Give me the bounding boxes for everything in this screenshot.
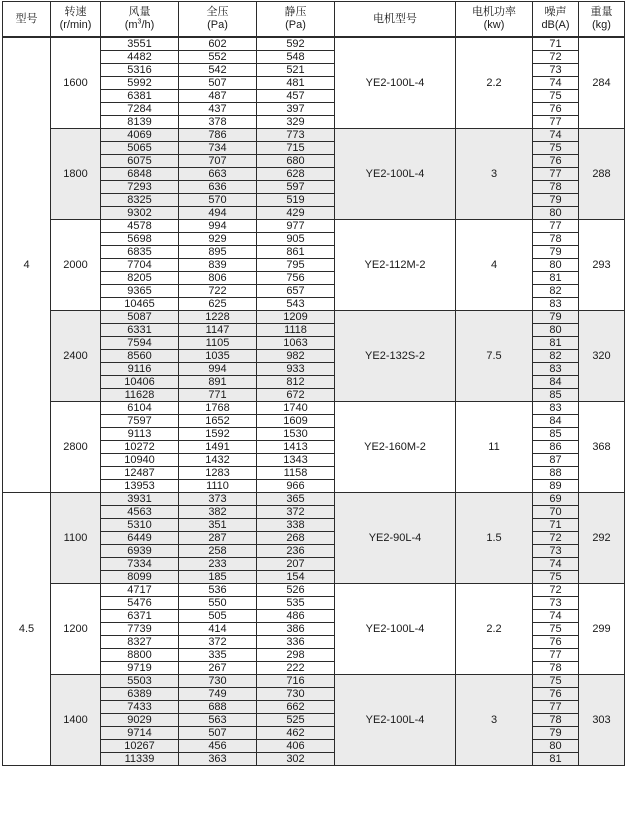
static-pressure-cell: 716 bbox=[257, 675, 335, 688]
flow-cell: 8099 bbox=[101, 571, 179, 584]
table-row bbox=[3, 220, 625, 233]
noise-cell: 75 bbox=[533, 675, 579, 688]
static-pressure-cell: 457 bbox=[257, 90, 335, 103]
speed-cell: 2400 bbox=[51, 311, 101, 402]
flow-cell: 5992 bbox=[101, 77, 179, 90]
flow-cell: 7433 bbox=[101, 701, 179, 714]
total-pressure-cell: 335 bbox=[179, 649, 257, 662]
static-pressure-cell: 365 bbox=[257, 493, 335, 506]
total-pressure-cell: 722 bbox=[179, 285, 257, 298]
static-pressure-cell: 386 bbox=[257, 623, 335, 636]
static-pressure-cell: 222 bbox=[257, 662, 335, 675]
weight-cell: 284 bbox=[579, 37, 625, 129]
table-row bbox=[3, 402, 625, 415]
static-pressure-cell: 519 bbox=[257, 194, 335, 207]
noise-cell: 87 bbox=[533, 454, 579, 467]
noise-cell: 74 bbox=[533, 558, 579, 571]
total-pressure-cell: 707 bbox=[179, 155, 257, 168]
noise-cell: 76 bbox=[533, 636, 579, 649]
static-pressure-cell: 715 bbox=[257, 142, 335, 155]
static-pressure-cell: 1063 bbox=[257, 337, 335, 350]
noise-cell: 81 bbox=[533, 753, 579, 766]
flow-cell: 6104 bbox=[101, 402, 179, 415]
total-pressure-cell: 625 bbox=[179, 298, 257, 311]
fan-performance-table bbox=[2, 1, 625, 766]
total-pressure-cell: 372 bbox=[179, 636, 257, 649]
static-pressure-cell: 1209 bbox=[257, 311, 335, 324]
weight-cell: 292 bbox=[579, 493, 625, 584]
spec-table-container bbox=[2, 1, 624, 766]
static-pressure-cell: 268 bbox=[257, 532, 335, 545]
motor-power-cell: 3 bbox=[456, 129, 533, 220]
flow-cell: 6939 bbox=[101, 545, 179, 558]
static-pressure-cell: 657 bbox=[257, 285, 335, 298]
flow-cell: 7594 bbox=[101, 337, 179, 350]
noise-cell: 81 bbox=[533, 272, 579, 285]
speed-cell: 1800 bbox=[51, 129, 101, 220]
total-pressure-cell: 734 bbox=[179, 142, 257, 155]
total-pressure-cell: 1228 bbox=[179, 311, 257, 324]
static-pressure-cell: 154 bbox=[257, 571, 335, 584]
flow-cell: 7284 bbox=[101, 103, 179, 116]
noise-cell: 79 bbox=[533, 194, 579, 207]
weight-cell: 303 bbox=[579, 675, 625, 766]
flow-cell: 9116 bbox=[101, 363, 179, 376]
flow-cell: 9302 bbox=[101, 207, 179, 220]
static-pressure-cell: 429 bbox=[257, 207, 335, 220]
flow-cell: 7739 bbox=[101, 623, 179, 636]
noise-cell: 80 bbox=[533, 259, 579, 272]
total-pressure-cell: 663 bbox=[179, 168, 257, 181]
flow-cell: 10465 bbox=[101, 298, 179, 311]
noise-cell: 77 bbox=[533, 649, 579, 662]
noise-cell: 74 bbox=[533, 129, 579, 142]
static-pressure-cell: 298 bbox=[257, 649, 335, 662]
noise-cell: 83 bbox=[533, 363, 579, 376]
model-cell: 4.5 bbox=[3, 493, 51, 766]
flow-cell: 10940 bbox=[101, 454, 179, 467]
motor-model-cell: YE2-100L-4 bbox=[335, 584, 456, 675]
motor-model-cell: YE2-90L-4 bbox=[335, 493, 456, 584]
total-pressure-cell: 363 bbox=[179, 753, 257, 766]
noise-cell: 79 bbox=[533, 311, 579, 324]
flow-cell: 10267 bbox=[101, 740, 179, 753]
header-flow: 风量 $(m^3/h)$ bbox=[101, 2, 179, 38]
total-pressure-cell: 563 bbox=[179, 714, 257, 727]
table-row bbox=[3, 584, 625, 597]
flow-cell: 4563 bbox=[101, 506, 179, 519]
table-body bbox=[3, 37, 625, 766]
noise-cell: 89 bbox=[533, 480, 579, 493]
total-pressure-cell: 570 bbox=[179, 194, 257, 207]
flow-cell: 9113 bbox=[101, 428, 179, 441]
static-pressure-cell: 372 bbox=[257, 506, 335, 519]
total-pressure-cell: 602 bbox=[179, 37, 257, 51]
weight-cell: 368 bbox=[579, 402, 625, 493]
motor-model-cell: YE2-132S-2 bbox=[335, 311, 456, 402]
total-pressure-cell: 552 bbox=[179, 51, 257, 64]
static-pressure-cell: 730 bbox=[257, 688, 335, 701]
static-pressure-cell: 597 bbox=[257, 181, 335, 194]
noise-cell: 75 bbox=[533, 571, 579, 584]
flow-cell: 5698 bbox=[101, 233, 179, 246]
total-pressure-cell: 929 bbox=[179, 233, 257, 246]
noise-cell: 82 bbox=[533, 285, 579, 298]
motor-model-cell: YE2-112M-2 bbox=[335, 220, 456, 311]
static-pressure-cell: 1343 bbox=[257, 454, 335, 467]
static-pressure-cell: 236 bbox=[257, 545, 335, 558]
flow-cell: 11339 bbox=[101, 753, 179, 766]
total-pressure-cell: 1035 bbox=[179, 350, 257, 363]
noise-cell: 82 bbox=[533, 350, 579, 363]
flow-cell: 8560 bbox=[101, 350, 179, 363]
static-pressure-cell: 966 bbox=[257, 480, 335, 493]
static-pressure-cell: 1530 bbox=[257, 428, 335, 441]
static-pressure-cell: 338 bbox=[257, 519, 335, 532]
flow-cell: 4069 bbox=[101, 129, 179, 142]
noise-cell: 79 bbox=[533, 727, 579, 740]
static-pressure-cell: 628 bbox=[257, 168, 335, 181]
total-pressure-cell: 258 bbox=[179, 545, 257, 558]
static-pressure-cell: 1118 bbox=[257, 324, 335, 337]
noise-cell: 78 bbox=[533, 662, 579, 675]
noise-cell: 72 bbox=[533, 532, 579, 545]
table-row bbox=[3, 129, 625, 142]
total-pressure-cell: 185 bbox=[179, 571, 257, 584]
total-pressure-cell: 494 bbox=[179, 207, 257, 220]
noise-cell: 81 bbox=[533, 337, 579, 350]
flow-cell: 7293 bbox=[101, 181, 179, 194]
flow-cell: 6381 bbox=[101, 90, 179, 103]
static-pressure-cell: 543 bbox=[257, 298, 335, 311]
motor-model-cell: YE2-100L-4 bbox=[335, 37, 456, 129]
total-pressure-cell: 507 bbox=[179, 77, 257, 90]
flow-cell: 3931 bbox=[101, 493, 179, 506]
total-pressure-cell: 233 bbox=[179, 558, 257, 571]
total-pressure-cell: 1652 bbox=[179, 415, 257, 428]
flow-cell: 6389 bbox=[101, 688, 179, 701]
static-pressure-cell: 861 bbox=[257, 246, 335, 259]
noise-cell: 74 bbox=[533, 77, 579, 90]
static-pressure-cell: 207 bbox=[257, 558, 335, 571]
noise-cell: 85 bbox=[533, 389, 579, 402]
total-pressure-cell: 542 bbox=[179, 64, 257, 77]
static-pressure-cell: 481 bbox=[257, 77, 335, 90]
total-pressure-cell: 730 bbox=[179, 675, 257, 688]
total-pressure-cell: 806 bbox=[179, 272, 257, 285]
noise-cell: 83 bbox=[533, 402, 579, 415]
static-pressure-cell: 1158 bbox=[257, 467, 335, 480]
header-motor-model: 电机型号 bbox=[335, 2, 456, 38]
flow-cell: 7597 bbox=[101, 415, 179, 428]
flow-cell: 4482 bbox=[101, 51, 179, 64]
motor-model-cell: YE2-160M-2 bbox=[335, 402, 456, 493]
noise-cell: 78 bbox=[533, 233, 579, 246]
speed-cell: 2800 bbox=[51, 402, 101, 493]
speed-cell: 1100 bbox=[51, 493, 101, 584]
total-pressure-cell: 771 bbox=[179, 389, 257, 402]
noise-cell: 78 bbox=[533, 181, 579, 194]
noise-cell: 73 bbox=[533, 597, 579, 610]
header-motor-power: 电机功率 (kw) bbox=[456, 2, 533, 38]
total-pressure-cell: 895 bbox=[179, 246, 257, 259]
flow-cell: 11628 bbox=[101, 389, 179, 402]
noise-cell: 73 bbox=[533, 64, 579, 77]
noise-cell: 75 bbox=[533, 90, 579, 103]
noise-cell: 77 bbox=[533, 168, 579, 181]
static-pressure-cell: 812 bbox=[257, 376, 335, 389]
noise-cell: 75 bbox=[533, 623, 579, 636]
total-pressure-cell: 1283 bbox=[179, 467, 257, 480]
table-row bbox=[3, 493, 625, 506]
total-pressure-cell: 1110 bbox=[179, 480, 257, 493]
total-pressure-cell: 456 bbox=[179, 740, 257, 753]
static-pressure-cell: 905 bbox=[257, 233, 335, 246]
noise-cell: 77 bbox=[533, 220, 579, 233]
weight-cell: 293 bbox=[579, 220, 625, 311]
flow-cell: 5310 bbox=[101, 519, 179, 532]
speed-cell: 1400 bbox=[51, 675, 101, 766]
flow-cell: 6075 bbox=[101, 155, 179, 168]
flow-cell: 8325 bbox=[101, 194, 179, 207]
noise-cell: 86 bbox=[533, 441, 579, 454]
total-pressure-cell: 414 bbox=[179, 623, 257, 636]
total-pressure-cell: 378 bbox=[179, 116, 257, 129]
flow-cell: 4717 bbox=[101, 584, 179, 597]
total-pressure-cell: 994 bbox=[179, 220, 257, 233]
noise-cell: 72 bbox=[533, 51, 579, 64]
total-pressure-cell: 891 bbox=[179, 376, 257, 389]
static-pressure-cell: 680 bbox=[257, 155, 335, 168]
static-pressure-cell: 756 bbox=[257, 272, 335, 285]
motor-power-cell: 11 bbox=[456, 402, 533, 493]
static-pressure-cell: 795 bbox=[257, 259, 335, 272]
motor-power-cell: 2.2 bbox=[456, 37, 533, 129]
total-pressure-cell: 749 bbox=[179, 688, 257, 701]
header-model: 型号 bbox=[3, 2, 51, 38]
noise-cell: 88 bbox=[533, 467, 579, 480]
total-pressure-cell: 487 bbox=[179, 90, 257, 103]
flow-cell: 5476 bbox=[101, 597, 179, 610]
flow-cell: 3551 bbox=[101, 37, 179, 51]
header-speed: 转速 (r/min) bbox=[51, 2, 101, 38]
flow-cell: 9029 bbox=[101, 714, 179, 727]
flow-cell: 8139 bbox=[101, 116, 179, 129]
noise-cell: 74 bbox=[533, 610, 579, 623]
static-pressure-cell: 1609 bbox=[257, 415, 335, 428]
noise-cell: 80 bbox=[533, 740, 579, 753]
flow-cell: 4578 bbox=[101, 220, 179, 233]
static-pressure-cell: 672 bbox=[257, 389, 335, 402]
total-pressure-cell: 351 bbox=[179, 519, 257, 532]
flow-cell: 9714 bbox=[101, 727, 179, 740]
static-pressure-cell: 526 bbox=[257, 584, 335, 597]
noise-cell: 77 bbox=[533, 701, 579, 714]
total-pressure-cell: 1592 bbox=[179, 428, 257, 441]
static-pressure-cell: 336 bbox=[257, 636, 335, 649]
noise-cell: 69 bbox=[533, 493, 579, 506]
flow-cell: 6331 bbox=[101, 324, 179, 337]
weight-cell: 320 bbox=[579, 311, 625, 402]
flow-cell: 6835 bbox=[101, 246, 179, 259]
total-pressure-cell: 373 bbox=[179, 493, 257, 506]
motor-power-cell: 1.5 bbox=[456, 493, 533, 584]
motor-power-cell: 3 bbox=[456, 675, 533, 766]
flow-cell: 13953 bbox=[101, 480, 179, 493]
total-pressure-cell: 994 bbox=[179, 363, 257, 376]
flow-cell: 8800 bbox=[101, 649, 179, 662]
static-pressure-cell: 329 bbox=[257, 116, 335, 129]
total-pressure-cell: 382 bbox=[179, 506, 257, 519]
noise-cell: 85 bbox=[533, 428, 579, 441]
header-noise: 噪声 dB(A) bbox=[533, 2, 579, 38]
flow-cell: 9719 bbox=[101, 662, 179, 675]
total-pressure-cell: 505 bbox=[179, 610, 257, 623]
noise-cell: 75 bbox=[533, 142, 579, 155]
total-pressure-cell: 839 bbox=[179, 259, 257, 272]
header-static-pressure: 静压 (Pa) bbox=[257, 2, 335, 38]
flow-cell: 9365 bbox=[101, 285, 179, 298]
total-pressure-cell: 287 bbox=[179, 532, 257, 545]
total-pressure-cell: 1432 bbox=[179, 454, 257, 467]
speed-cell: 1200 bbox=[51, 584, 101, 675]
speed-cell: 2000 bbox=[51, 220, 101, 311]
noise-cell: 80 bbox=[533, 207, 579, 220]
flow-cell: 10272 bbox=[101, 441, 179, 454]
table-row bbox=[3, 675, 625, 688]
total-pressure-cell: 437 bbox=[179, 103, 257, 116]
flow-cell: 12487 bbox=[101, 467, 179, 480]
header-total-pressure: 全压 (Pa) bbox=[179, 2, 257, 38]
total-pressure-cell: 507 bbox=[179, 727, 257, 740]
flow-cell: 5065 bbox=[101, 142, 179, 155]
noise-cell: 76 bbox=[533, 688, 579, 701]
static-pressure-cell: 406 bbox=[257, 740, 335, 753]
static-pressure-cell: 977 bbox=[257, 220, 335, 233]
model-cell: 4 bbox=[3, 37, 51, 493]
static-pressure-cell: 592 bbox=[257, 37, 335, 51]
static-pressure-cell: 1413 bbox=[257, 441, 335, 454]
flow-cell: 7704 bbox=[101, 259, 179, 272]
static-pressure-cell: 397 bbox=[257, 103, 335, 116]
static-pressure-cell: 933 bbox=[257, 363, 335, 376]
table-row bbox=[3, 311, 625, 324]
flow-cell: 10406 bbox=[101, 376, 179, 389]
static-pressure-cell: 521 bbox=[257, 64, 335, 77]
motor-power-cell: 4 bbox=[456, 220, 533, 311]
total-pressure-cell: 1768 bbox=[179, 402, 257, 415]
speed-cell: 1600 bbox=[51, 37, 101, 129]
static-pressure-cell: 773 bbox=[257, 129, 335, 142]
total-pressure-cell: 267 bbox=[179, 662, 257, 675]
flow-cell: 8205 bbox=[101, 272, 179, 285]
weight-cell: 299 bbox=[579, 584, 625, 675]
static-pressure-cell: 462 bbox=[257, 727, 335, 740]
noise-cell: 76 bbox=[533, 103, 579, 116]
noise-cell: 71 bbox=[533, 37, 579, 51]
noise-cell: 79 bbox=[533, 246, 579, 259]
noise-cell: 78 bbox=[533, 714, 579, 727]
noise-cell: 77 bbox=[533, 116, 579, 129]
table-header bbox=[3, 2, 625, 38]
noise-cell: 80 bbox=[533, 324, 579, 337]
motor-power-cell: 7.5 bbox=[456, 311, 533, 402]
total-pressure-cell: 1147 bbox=[179, 324, 257, 337]
table-row bbox=[3, 37, 625, 51]
static-pressure-cell: 302 bbox=[257, 753, 335, 766]
noise-cell: 83 bbox=[533, 298, 579, 311]
static-pressure-cell: 486 bbox=[257, 610, 335, 623]
static-pressure-cell: 535 bbox=[257, 597, 335, 610]
total-pressure-cell: 786 bbox=[179, 129, 257, 142]
static-pressure-cell: 982 bbox=[257, 350, 335, 363]
header-weight: 重量 (kg) bbox=[579, 2, 625, 38]
total-pressure-cell: 536 bbox=[179, 584, 257, 597]
flow-cell: 5316 bbox=[101, 64, 179, 77]
static-pressure-cell: 1740 bbox=[257, 402, 335, 415]
flow-cell: 6449 bbox=[101, 532, 179, 545]
noise-cell: 73 bbox=[533, 545, 579, 558]
noise-cell: 84 bbox=[533, 376, 579, 389]
motor-model-cell: YE2-100L-4 bbox=[335, 675, 456, 766]
flow-cell: 6848 bbox=[101, 168, 179, 181]
noise-cell: 70 bbox=[533, 506, 579, 519]
total-pressure-cell: 1105 bbox=[179, 337, 257, 350]
static-pressure-cell: 662 bbox=[257, 701, 335, 714]
noise-cell: 71 bbox=[533, 519, 579, 532]
motor-model-cell: YE2-100L-4 bbox=[335, 129, 456, 220]
total-pressure-cell: 636 bbox=[179, 181, 257, 194]
static-pressure-cell: 548 bbox=[257, 51, 335, 64]
flow-cell: 5503 bbox=[101, 675, 179, 688]
weight-cell: 288 bbox=[579, 129, 625, 220]
total-pressure-cell: 550 bbox=[179, 597, 257, 610]
flow-cell: 8327 bbox=[101, 636, 179, 649]
noise-cell: 72 bbox=[533, 584, 579, 597]
flow-cell: 7334 bbox=[101, 558, 179, 571]
flow-cell: 5087 bbox=[101, 311, 179, 324]
total-pressure-cell: 688 bbox=[179, 701, 257, 714]
static-pressure-cell: 525 bbox=[257, 714, 335, 727]
flow-cell: 6371 bbox=[101, 610, 179, 623]
noise-cell: 84 bbox=[533, 415, 579, 428]
motor-power-cell: 2.2 bbox=[456, 584, 533, 675]
noise-cell: 76 bbox=[533, 155, 579, 168]
total-pressure-cell: 1491 bbox=[179, 441, 257, 454]
